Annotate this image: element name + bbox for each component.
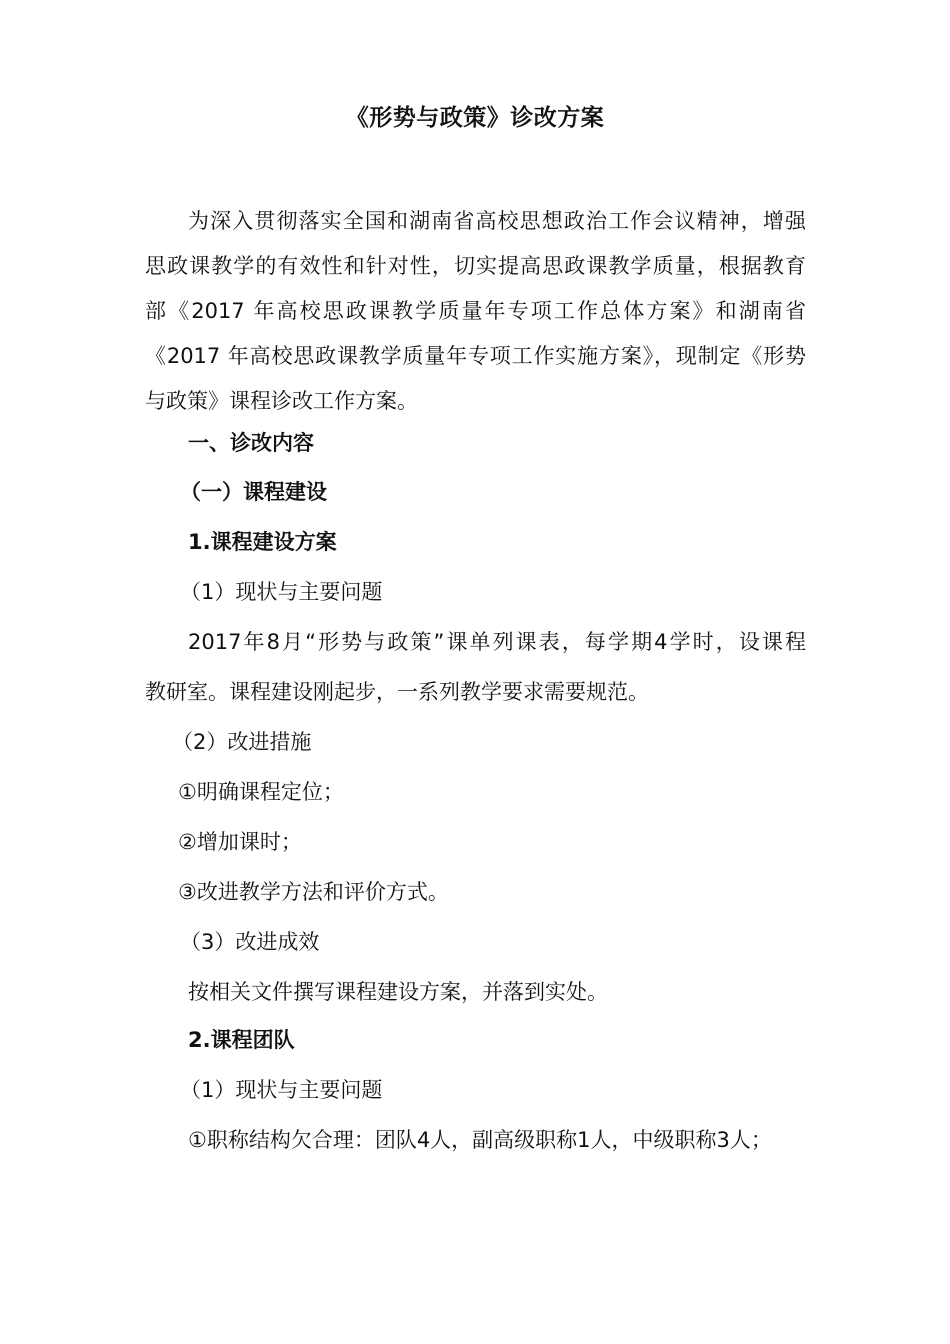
section-heading: 一、诊改内容: [188, 431, 314, 455]
results-heading: （3）改进成效: [180, 930, 320, 954]
results-text: 按相关文件撰写课程建设方案，并落到实处。: [188, 980, 608, 1004]
intro-line-2: 思政课教学的有效性和针对性，切实提高思政课教学质量，根据教育: [145, 254, 806, 278]
intro-line-5: 与政策》课程诊改工作方案。: [145, 389, 418, 413]
item-heading-course-plan: 1.课程建设方案: [188, 530, 337, 554]
measure-item-1: ①明确课程定位；: [178, 780, 344, 804]
team-problem-item-1: ①职称结构欠合理：团队4人，副高级职称1人，中级职称3人；: [188, 1128, 772, 1152]
problems-text-line-2: 教研室。课程建设刚起步，一系列教学要求需要规范。: [145, 680, 649, 704]
intro-line-1: 为深入贯彻落实全国和湖南省高校思想政治工作会议精神，增强: [188, 209, 806, 233]
intro-line-3: 部《2017 年高校思政课教学质量年专项工作总体方案》和湖南省: [145, 299, 806, 323]
measure-item-3: ③改进教学方法和评价方式。: [178, 880, 449, 904]
team-problems-heading: （1）现状与主要问题: [180, 1078, 383, 1102]
item-heading-course-team: 2.课程团队: [188, 1028, 295, 1052]
measures-heading: （2）改进措施: [172, 730, 312, 754]
subsection-heading: （一）课程建设: [180, 480, 327, 504]
problems-text-line-1: 2017年8月“形势与政策”课单列课表，每学期4学时，设课程: [188, 630, 806, 654]
problems-heading: （1）现状与主要问题: [180, 580, 383, 604]
document-title: 《形势与政策》诊改方案: [345, 105, 605, 131]
intro-line-4: 《2017 年高校思政课教学质量年专项工作实施方案》，现制定《形势: [145, 344, 806, 368]
measure-item-2: ②增加课时；: [178, 830, 302, 854]
